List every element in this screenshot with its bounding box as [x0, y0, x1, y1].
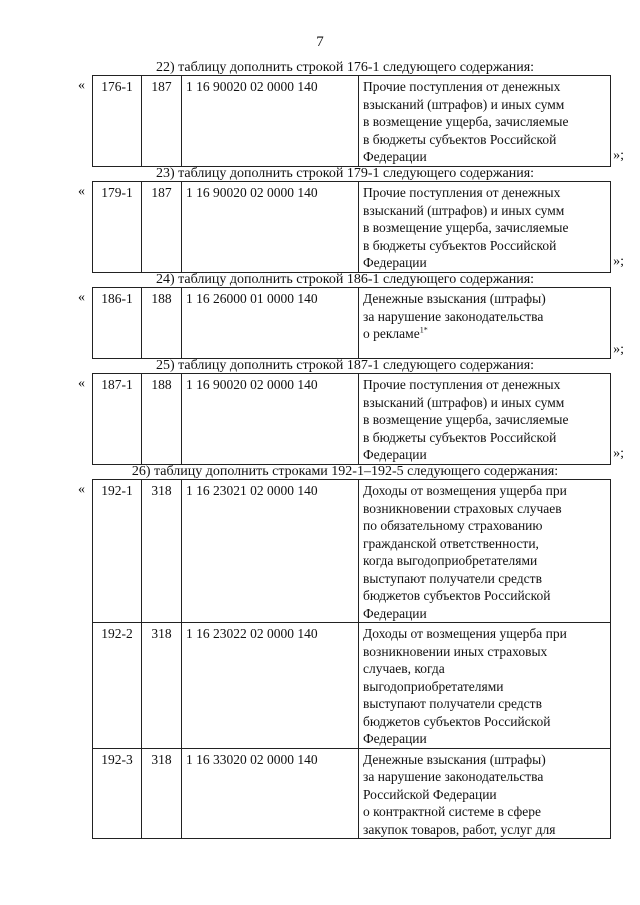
table-row — [93, 182, 611, 273]
name-line: бюджетов субъектов Российской — [363, 713, 551, 729]
name-line: Прочие поступления от денежных — [363, 185, 561, 200]
amendment-table — [92, 75, 611, 167]
row-number: 187-1 — [93, 374, 142, 465]
name-line: Денежные взыскания (штрафы) — [363, 291, 546, 306]
row-number: 192-2 — [93, 623, 142, 749]
revenue-name — [359, 374, 611, 465]
table-row — [93, 288, 611, 359]
amendment-table — [92, 373, 611, 465]
row-number: 176-1 — [93, 76, 142, 167]
table-row — [93, 748, 611, 839]
row-number: 186-1 — [93, 288, 142, 359]
amendment-table — [92, 287, 611, 359]
budget-classification-code: 1 16 23021 02 0000 140 — [182, 480, 359, 623]
amendment-22 — [78, 60, 624, 167]
name-line: Доходы от возмещения ущерба при — [363, 483, 567, 498]
name-line: выступают получатели средств — [363, 570, 542, 586]
name-line: Доходы от возмещения ущерба при — [363, 626, 567, 641]
amendment-table — [92, 181, 611, 273]
amendment-23 — [78, 166, 624, 273]
opening-quote: « — [78, 482, 85, 497]
opening-quote: « — [78, 78, 85, 93]
amendment-heading: 25) таблицу дополнить строкой 187-1 следующего содержания: — [155, 358, 535, 373]
footnote-marker: 1* — [419, 325, 428, 335]
name-line: в бюджеты субъектов Российской — [363, 131, 557, 147]
name-line: Прочие поступления от денежных — [363, 377, 561, 392]
name-line: в возмещение ущерба, зачисляемые — [363, 114, 569, 129]
budget-classification-code: 1 16 33020 02 0000 140 — [182, 748, 359, 839]
closing-quote: »; — [613, 254, 624, 269]
name-line: когда выгодоприобретателями — [363, 553, 538, 568]
name-line: Денежные взыскания (штрафы) — [363, 751, 546, 767]
admin-code: 318 — [142, 623, 182, 749]
name-line: Федерации — [363, 255, 427, 270]
budget-classification-code: 1 16 90020 02 0000 140 — [182, 76, 359, 167]
page-number: 7 — [316, 34, 324, 50]
table-row — [93, 623, 611, 749]
revenue-name — [359, 748, 611, 839]
amendment-heading: 22) таблицу дополнить строкой 176-1 следующего содержания: — [155, 60, 535, 75]
name-line: бюджетов субъектов Российской — [363, 588, 551, 603]
row-number: 192-3 — [93, 748, 142, 839]
name-line: Федерации — [363, 731, 427, 746]
table-row — [93, 76, 611, 167]
name-line: взысканий (штрафов) и иных сумм — [363, 96, 565, 112]
name-line: за нарушение законодательства — [363, 769, 544, 784]
amendment-table — [92, 479, 611, 839]
budget-classification-code: 1 16 23022 02 0000 140 — [182, 623, 359, 749]
name-line: возникновении страховых случаев — [363, 500, 562, 516]
row-number: 192-1 — [93, 480, 142, 623]
name-line: выступают получатели средств — [363, 696, 542, 711]
name-line: в возмещение ущерба, зачисляемые — [363, 220, 569, 235]
name-line: в возмещение ущерба, зачисляемые — [363, 412, 569, 427]
budget-classification-code: 1 16 26000 01 0000 140 — [182, 288, 359, 359]
amendment-25 — [78, 358, 624, 465]
admin-code: 318 — [142, 748, 182, 839]
name-line: взысканий (штрафов) и иных сумм — [363, 202, 565, 218]
amendment-heading: 23) таблицу дополнить строкой 179-1 следующего содержания: — [155, 166, 535, 181]
revenue-name — [359, 76, 611, 167]
name-line: Федерации — [363, 605, 427, 621]
name-line: Российской Федерации — [363, 786, 497, 802]
amendment-26 — [78, 464, 598, 839]
amendment-heading: 26) таблицу дополнить строками 192-1–192-5 следующего содержания: — [131, 464, 559, 479]
budget-classification-code: 1 16 90020 02 0000 140 — [182, 182, 359, 273]
amendment-heading: 24) таблицу дополнить строкой 186-1 следующего содержания: — [155, 272, 535, 287]
revenue-name — [359, 288, 611, 359]
name-line: гражданской ответственности, — [363, 535, 539, 551]
closing-quote: »; — [613, 148, 624, 163]
name-line: взысканий (штрафов) и иных сумм — [363, 394, 565, 410]
name-line: Федерации — [363, 149, 427, 164]
name-line: возникновении иных страховых — [363, 643, 548, 659]
name-line: выгодоприобретателями — [363, 678, 504, 694]
amendment-24 — [78, 272, 624, 359]
name-line: Федерации — [363, 447, 427, 462]
name-line: закупок товаров, работ, услуг для — [363, 821, 556, 837]
opening-quote: « — [78, 184, 85, 199]
opening-quote: « — [78, 290, 85, 305]
opening-quote: « — [78, 376, 85, 391]
table-row — [93, 480, 611, 623]
admin-code: 187 — [142, 76, 182, 167]
name-line: за нарушение законодательства — [363, 308, 544, 324]
name-line: по обязательному страхованию — [363, 518, 543, 533]
revenue-name — [359, 182, 611, 273]
closing-quote: »; — [613, 342, 624, 357]
revenue-name — [359, 480, 611, 623]
budget-classification-code: 1 16 90020 02 0000 140 — [182, 374, 359, 465]
admin-code: 318 — [142, 480, 182, 623]
admin-code: 188 — [142, 288, 182, 359]
row-number: 179-1 — [93, 182, 142, 273]
closing-quote: »; — [613, 446, 624, 461]
name-line: в бюджеты субъектов Российской — [363, 237, 557, 253]
admin-code: 188 — [142, 374, 182, 465]
admin-code: 187 — [142, 182, 182, 273]
revenue-name — [359, 623, 611, 749]
name-line: случаев, когда — [363, 661, 445, 676]
name-line: в бюджеты субъектов Российской — [363, 429, 557, 445]
name-line: Прочие поступления от денежных — [363, 79, 561, 94]
name-line — [363, 325, 606, 343]
name-line-text: о рекламе — [363, 326, 420, 341]
table-row — [93, 374, 611, 465]
name-line: о контрактной системе в сфере — [363, 804, 542, 819]
